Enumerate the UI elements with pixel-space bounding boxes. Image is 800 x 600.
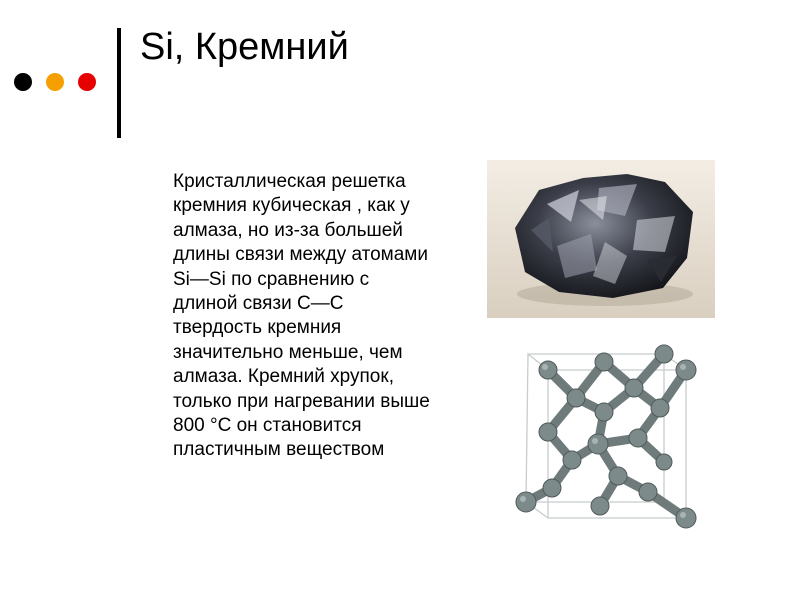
slide-title: Si, Кремний <box>140 26 349 68</box>
diamond-lattice-model <box>488 338 718 538</box>
black-dot <box>14 73 32 91</box>
silicon-crystal-photo <box>487 160 715 318</box>
orange-dot <box>46 73 64 91</box>
title-divider <box>117 28 121 138</box>
decorative-dots <box>14 73 104 93</box>
red-dot <box>78 73 96 91</box>
slide-body-text: Кристаллическая решетка кремния кубическая , как у алмаза, но из-за большей длины связи между атомами Si—Si по сравнению с длиной связи С—С твердость кремния значительно меньше, чем алмаза. Кремний хрупок, только при нагревании выше 800 °С он становится пластичным веществом <box>173 171 430 461</box>
